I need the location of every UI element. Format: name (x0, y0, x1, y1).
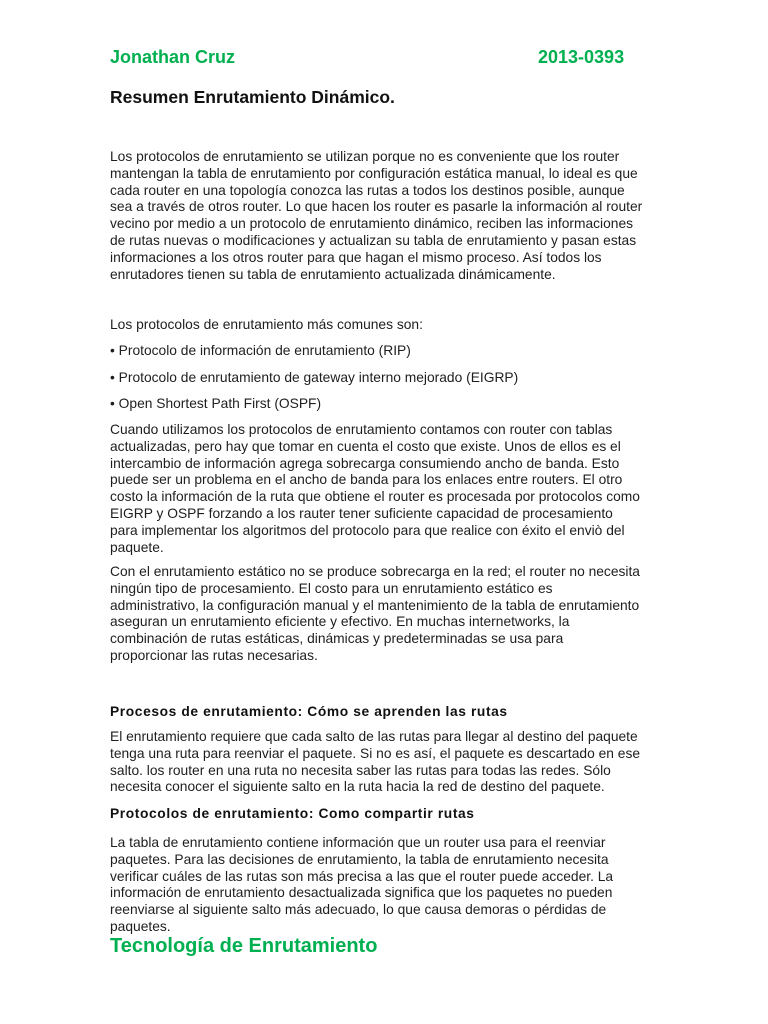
student-id: 2013-0393 (538, 47, 625, 67)
footer-heading: Tecnología de Enrutamiento (110, 935, 378, 957)
section-heading: Procesos de enrutamiento: Cómo se aprenden las rutas (110, 704, 508, 719)
list-item: • Protocolo de enrutamiento de gateway interno mejorado (EIGRP) (110, 370, 519, 385)
list-item: • Protocolo de información de enrutamiento (RIP) (110, 343, 411, 358)
section-paragraph: El enrutamiento requiere que cada salto de las rutas para llegar al destino del paquete tenga una ruta para reenviar el paquete. Si no es así, el paquete es descartado en ese salto. los router en una ruta no necesita saber las rutas para todas las redes. Sólo necesita conocer el siguiente salto en la ruta hacia la red de destino del paquete. (110, 729, 641, 795)
author-name: Jonathan Cruz (110, 47, 236, 67)
intro-paragraph: Los protocolos de enrutamiento se utilizan porque no es conveniente que los router mantengan la tabla de enrutamiento por configuración estática manual, lo ideal es que cada router en una topología conozca las rutas a todos los destinos posible, aunque sea a través de otros router. Lo que hacen los router es pasarle la información al router vecino por medio a un protocolo de enrutamiento dinámico, reciben las informaciones de rutas nuevas o modificaciones y actualizan su tabla de enrutamiento y pasan estas informaciones a los otros router para que hagan el mismo proceso. Así todos los enrutadores tienen su tabla de enrutamiento actualizada dinámicamente. (110, 149, 643, 282)
list-item: • Open Shortest Path First (OSPF) (110, 396, 322, 411)
list-intro: Los protocolos de enrutamiento más comunes son: (110, 317, 423, 332)
static-routing-paragraph: Con el enrutamiento estático no se produce sobrecarga en la red; el router no necesita ningún tipo de procesamiento. El costo para un enrutamiento estático es administrativo, la configuración manual y el mantenimiento de la tabla de enrutamiento aseguran un enrutamiento eficiente y efectivo. En muchas internetworks, la combinación de rutas estáticas, dinámicas y predeterminadas se usa para proporcionar las rutas necesarias. (110, 564, 640, 663)
cost-paragraph: Cuando utilizamos los protocolos de enrutamiento contamos con router con tablas actualizadas, pero hay que tomar en cuenta el costo que existe. Unos de ellos es el intercambio de información agrega sobrecarga consumiendo ancho de banda. Esto puede ser un problema en el ancho de banda para los enlaces entre routers. El otro costo la información de la ruta que obtiene el router es procesada por protocolos como EIGRP y OSPF forzando a los rauter tener suficiente capacidad de procesamiento para implementar los algoritmos del protocolo para que realice con éxito el enviò del paquete. (110, 422, 640, 555)
document-title: Resumen Enrutamiento Dinámico. (110, 87, 395, 107)
section-paragraph: La tabla de enrutamiento contiene información que un router usa para el reenviar paquetes. Para las decisiones de enrutamiento, la tabla de enrutamiento necesita verificar cuáles de las rutas son más precisa a las que el router puede acceder. La información de enrutamiento desactualizada significa que los paquetes no pueden reenviarse al siguiente salto más adecuado, lo que causa demoras o pérdidas de paquetes. (110, 835, 614, 934)
section-heading: Protocolos de enrutamiento: Como compartir rutas (110, 806, 475, 821)
